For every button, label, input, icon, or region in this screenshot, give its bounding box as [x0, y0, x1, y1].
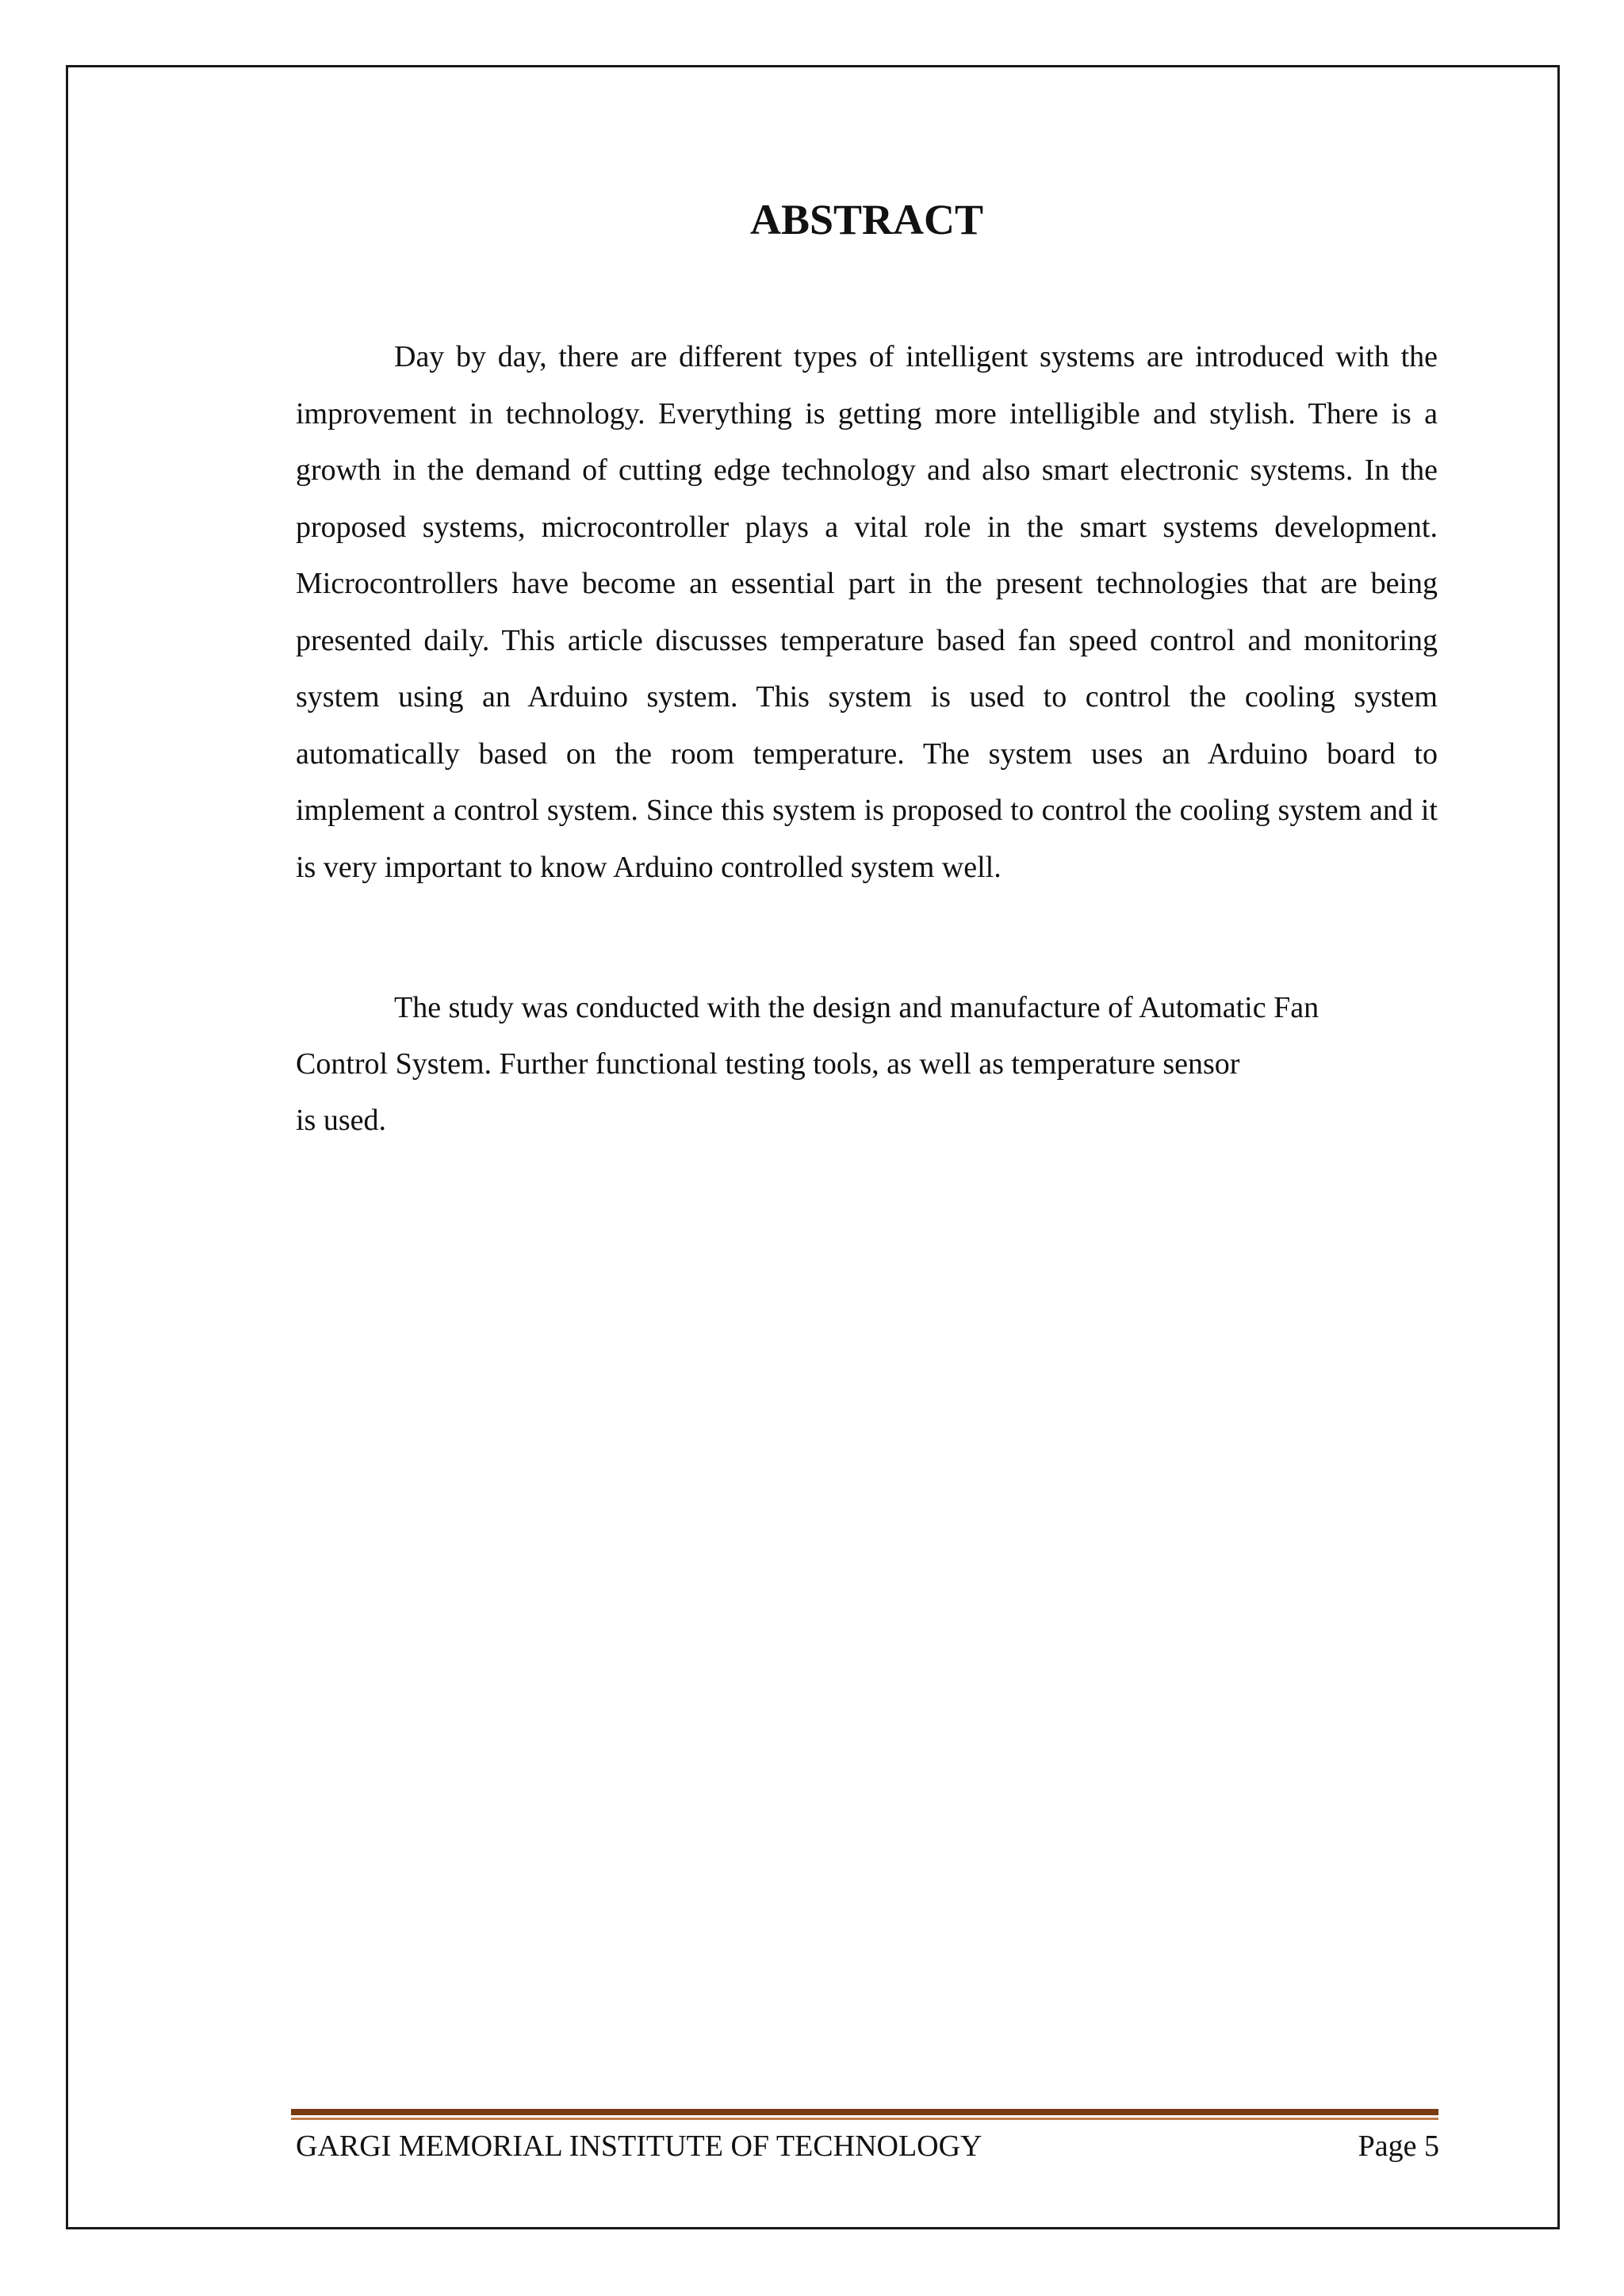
abstract-paragraph-1: Day by day, there are different types of intelligent systems are introduced with the improvement in technology. Everything is getting more intelligible and stylish. There is a growth in the demand of cutting edge technology and also smart electronic systems. In the proposed systems, microcontroller plays a vital role in the smart systems development. Microcontrollers have become an essential part in the present technologies that are being presented daily. This article discusses temperature based fan speed control and monitoring system using an Arduino system. This system is used to control the cooling system automatically based on the room temperature. The system uses an Arduino board to implement a control system. Since this system is proposed to control the cooling system and it is very important to know Arduino controlled system well. [296, 340, 1438, 884]
footer-page-number: Page 5 [1358, 2130, 1439, 2163]
footer-rule-thick [291, 2109, 1438, 2115]
page-title: ABSTRACT [749, 196, 984, 243]
abstract-paragraph-2-line-3: is used. [296, 1104, 386, 1137]
abstract-paragraph-2-line-2: Control System. Further functional testing tools, as well as temperature sensor [296, 1047, 1240, 1081]
abstract-paragraph-2-line-1: The study was conducted with the design and manufacture of Automatic Fan [394, 991, 1320, 1024]
footer-institute-name: GARGI MEMORIAL INSTITUTE OF TECHNOLOGY [296, 2130, 982, 2163]
footer-rule-thin [291, 2118, 1438, 2120]
